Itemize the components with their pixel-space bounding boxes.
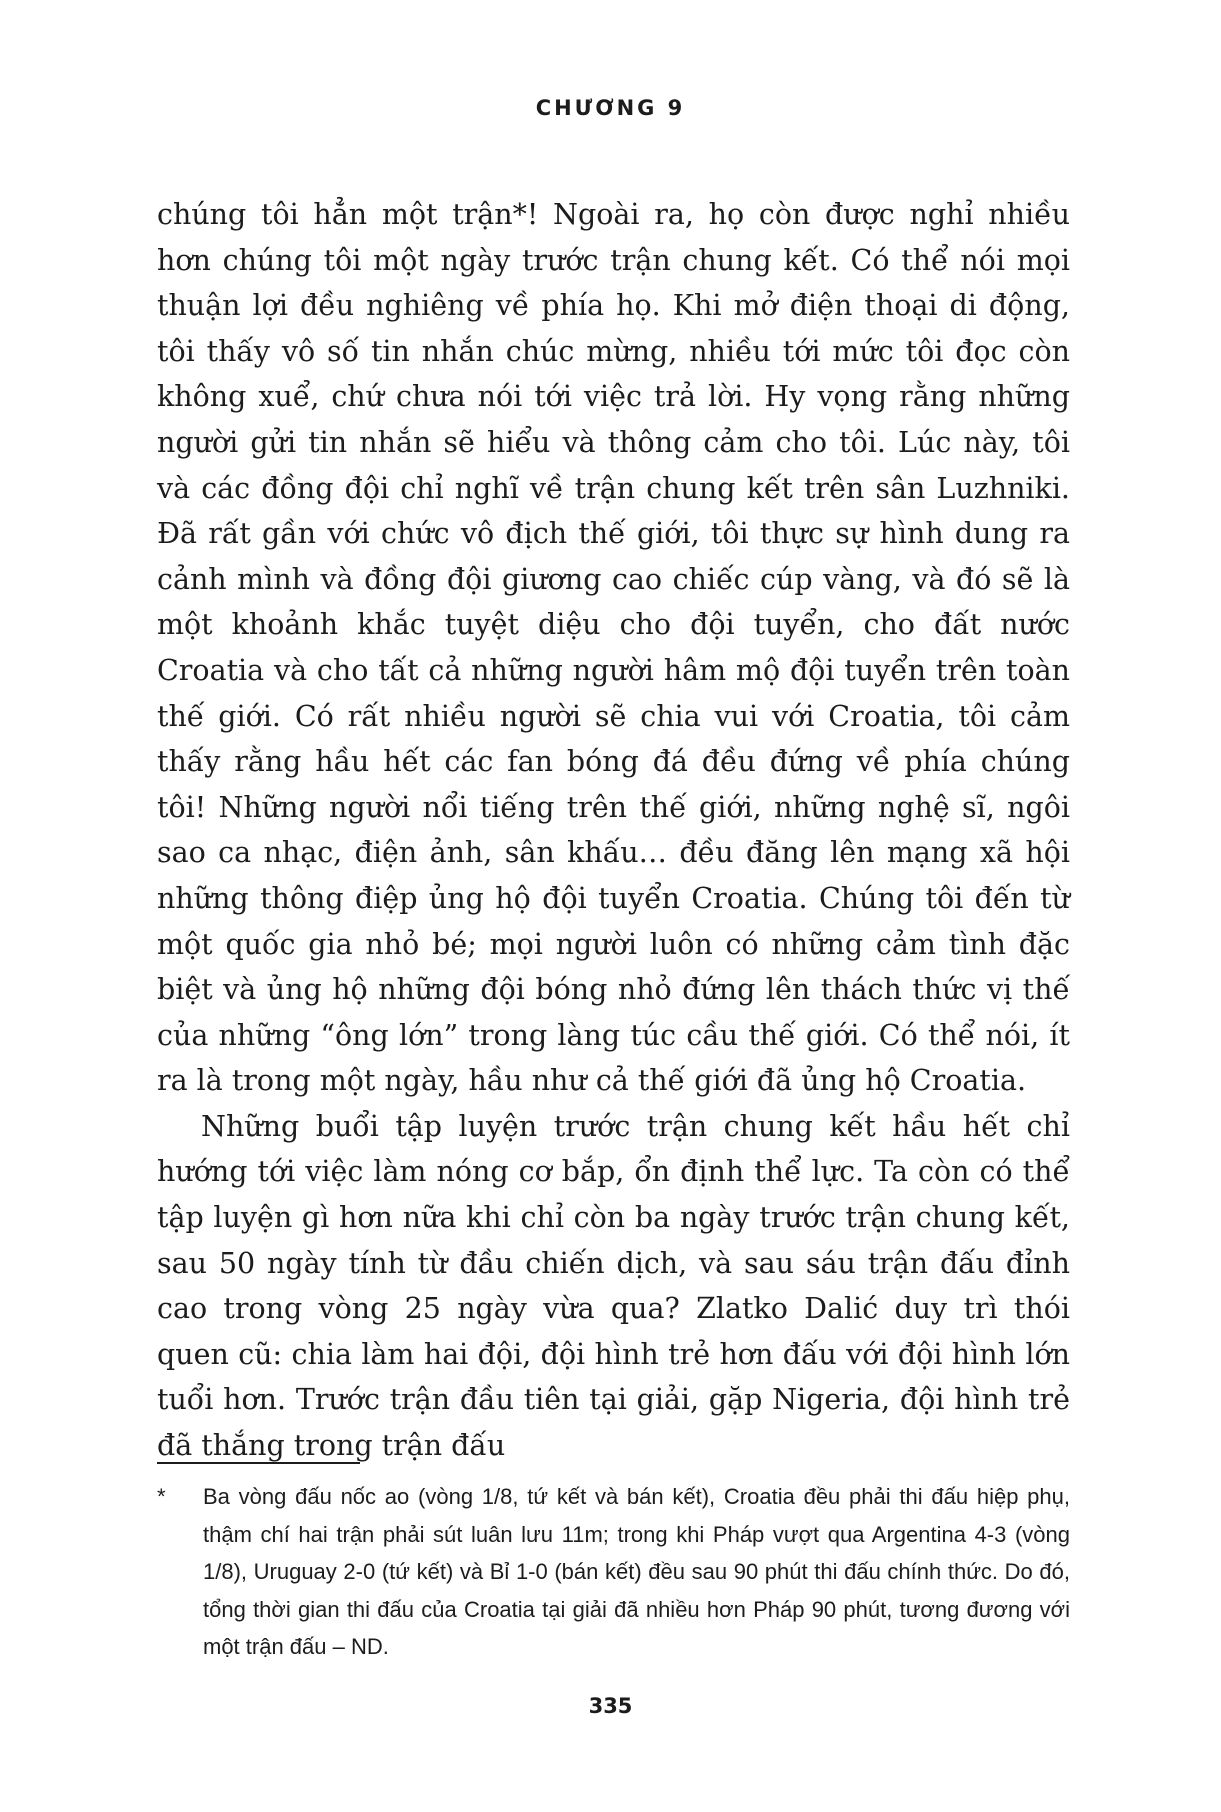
paragraph-2: Những buổi tập luyện trước trận chung kết hầu hết chỉ hướng tới việc làm nóng cơ bắp, ổn định thể lực. Ta còn có thể tập luyện gì hơn nữa khi chỉ còn ba ngày trước trận chung kết, sau 50 ngày tính từ đầu chiến dịch, và sau sáu trận đấu đỉnh cao trong vòng 25 ngày vừa qua? Zlatko Dalić duy trì thói quen cũ: chia làm hai đội, đội hình trẻ hơn đấu với đội hình lớn tuổi hơn. Trước trận đầu tiên tại giải, gặp Nigeria, đội hình trẻ đã thắng trong trận đấu [157,1109,1070,1463]
footnote-mark: * [157,1484,166,1509]
paragraph-1: chúng tôi hẳn một trận*! Ngoài ra, họ còn được nghỉ nhiều hơn chúng tôi một ngày trước trận chung kết. Có thể nói mọi thuận lợi đều nghiêng về phía họ. Khi mở điện thoại di động, tôi thấy vô số tin nhắn chúc mừng, nhiều tới mức tôi đọc còn không xuể, chứ chưa nói tới việc trả lời. Hy vọng rằng những người gửi tin nhắn sẽ hiểu và thông cảm cho tôi. Lúc này, tôi và các đồng đội chỉ nghĩ về trận chung kết trên sân Luzhniki. Đã rất gần với chức vô địch thế giới, tôi thực sự hình dung ra cảnh mình và đồng đội giương cao chiếc cúp vàng, và đó sẽ là một khoảnh khắc tuyệt diệu cho đội tuyển, cho đất nước Croatia và cho tất cả những người hâm mộ đội tuyển trên toàn thế giới. Có rất nhiều người sẽ chia vui với Croatia, tôi cảm thấy rằng hầu hết các fan bóng đá đều đứng về phía chúng tôi! Những người nổi tiếng trên thế giới, những nghệ sĩ, ngôi sao ca nhạc, điện ảnh, sân khấu… đều đăng lên mạng xã hội những thông điệp ủng hộ đội tuyển Croatia. Chúng tôi đến từ một quốc gia nhỏ bé; mọi người luôn có những cảm tình đặc biệt và ủng hộ những đội bóng nhỏ đứng lên thách thức vị thế của những “ông lớn” trong làng túc cầu thế giới. Có thể nói, ít ra là trong một ngày, hầu như cả thế giới đã ủng hộ Croatia. [157,198,1070,1098]
chapter-running-head: CHƯƠNG 9 [535,96,686,120]
footnote-separator [157,1462,360,1464]
footnote [157,1478,1070,1666]
page-number: 335 [588,1694,633,1718]
footnote-text: Ba vòng đấu nốc ao (vòng 1/8, tứ kết và bán kết), Croatia đều phải thi đấu hiệp phụ, thậm chí hai trận phải sút luân lưu 11m; trong khi Pháp vượt qua Argentina 4-3 (vòng 1/8), Uruguay 2-0 (tứ kết) và Bỉ 1-0 (bán kết) đều sau 90 phút thi đấu chính thức. Do đó, tổng thời gian thi đấu của Croatia tại giải đã nhiều hơn Pháp 90 phút, tương đương với một trận đấu – ND. [203,1484,1070,1659]
body-text [157,192,1070,1469]
